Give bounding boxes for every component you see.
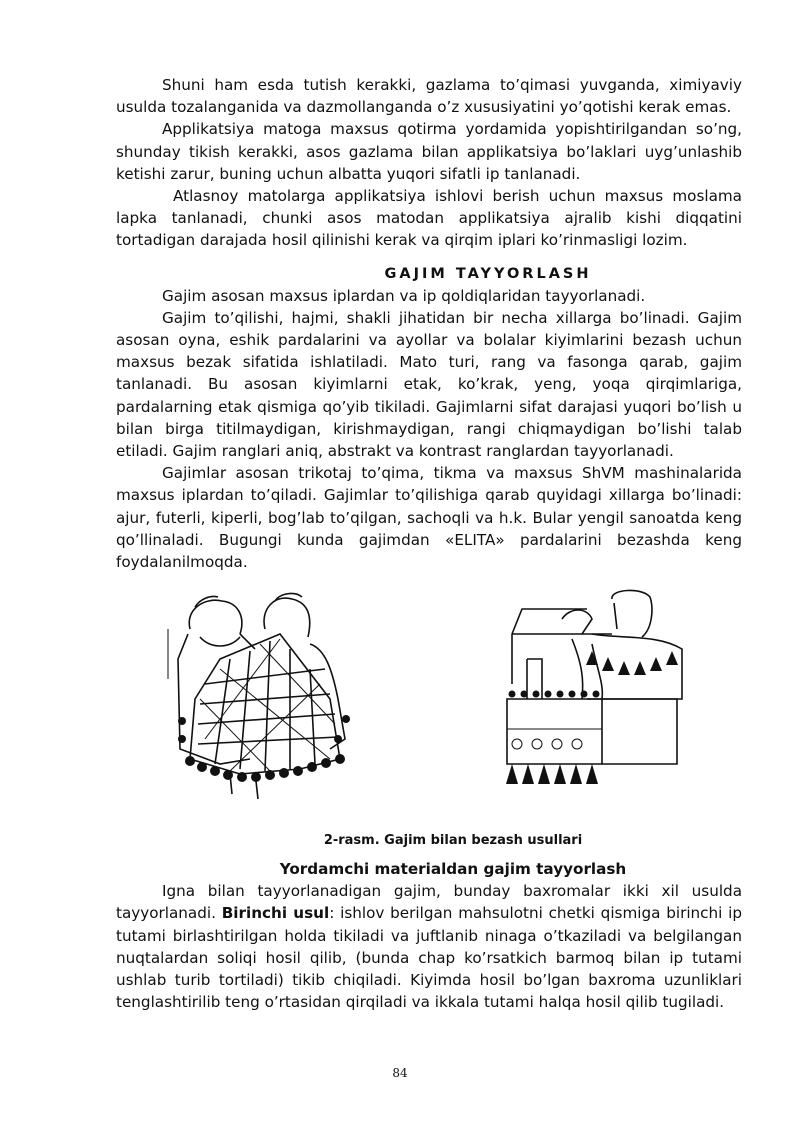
paragraph-text: Igna bilan tayyorlanadigan gajim, bunday baxromalar ikki xil usulda tayyorlanadi. bbox=[116, 882, 742, 923]
paragraph: Gajimlar asosan trikotaj to’qima, tikma va maxsus ShVM mashinalarida maxsus iplardan to’qiladi. Gajimlar to’qilishiga qarab quyidagi xillarga bo’linadi: ajur, futerli, kiperli, bog’lab to’qilgan, sachoqli va h.k. Bular yengil sanoatda keng qo’llinaladi. Bugungi kunda gajimdan «ELITA» pardalarini bezashda keng foydalanilmoqda. bbox=[116, 464, 742, 572]
paragraph: Applikatsiya matoga maxsus qotirma yordamida yopishtirilgandan so’ng, shunday tikish kerakki, asos gazlama bilan applikatsiya bo’laklari uyg’unlashib ketishi zarur, buning uchun albatta yuqori sifatli ip tanlanadi. bbox=[116, 120, 742, 183]
paragraph: Shuni ham esda tutish kerakki, gazlama to’qimasi yuvganda, ximiyaviy usulda tozalanganida va dazmollanganda o’z xususiyatini yo’qotishi kerak emas. bbox=[116, 76, 742, 117]
figure bbox=[116, 589, 742, 819]
page-body bbox=[116, 74, 742, 1013]
paragraph-text: : ishlov berilgan mahsulotni chetki qismiga birinchi ip tutami birlashtirilgan holda tikiladi va juftlanib ninaga o’tkaziladi va belgilangan nuqtalardan soliqi hosil qilib, (bunda chap ko’rsatkich barmoq bilan ip tutami ushlab turib tortiladi) tikib chiqiladi. Kiyimda hosil bo’lgan baxroma uzunliklari tenglashtirilib teng o’rtasidan qirqiladi va ikkala tutami halqa hosil qilib tugiladi. bbox=[116, 904, 743, 1012]
bold-term: Birinchi usul bbox=[221, 904, 330, 923]
paragraph: Atlasnoy matolarga applikatsiya ishlovi berish uchun maxsus moslama lapka tanlanadi, chunki asos matodan applikatsiya ajralib kishi diqqatini tortadigan darajada hosil qilinishi kerak va qirqim iplari ko’rinmasligi lozim. bbox=[116, 187, 742, 250]
shawl-illustration bbox=[160, 589, 360, 804]
fringe-garment-illustration bbox=[492, 589, 692, 804]
paragraph: Gajim to’qilishi, hajmi, shakli jihatidan bir necha xillarga bo’linadi. Gajim asosan oyna, eshik pardalarini va ayollar va bolalar kiyimlarini bezash uchun maxsus bezak sifatida ishlatiladi. Mato turi, rang va fasonga qarab, gajim tanlanadi. Bu asosan kiyimlarni etak, ko’krak, yeng, yoqa qirqimlariga, pardalarning etak qismiga qo’yib tikiladi. Gajimlarni sifat darajasi yuqori bo’lish u bilan birga titilmaydigan, kirishmaydigan, rangi chiqmaydigan bo’lishi talab etiladi. Gajim ranglari aniq, abstrakt va kontrast ranglardan tayyorlanadi. bbox=[116, 308, 742, 461]
page-number: 84 bbox=[392, 1066, 408, 1080]
figure-caption: 2-rasm. Gajim bilan bezash usullari bbox=[323, 833, 583, 849]
section-heading-gajim: GAJIM TAYYORLASH bbox=[384, 265, 592, 282]
section-heading-yordamchi: Yordamchi materialdan gajim tayyorlash bbox=[279, 860, 627, 879]
paragraph bbox=[116, 880, 742, 1013]
paragraph: Gajim asosan maxsus iplardan va ip qoldiqlaridan tayyorlanadi. bbox=[162, 286, 646, 305]
